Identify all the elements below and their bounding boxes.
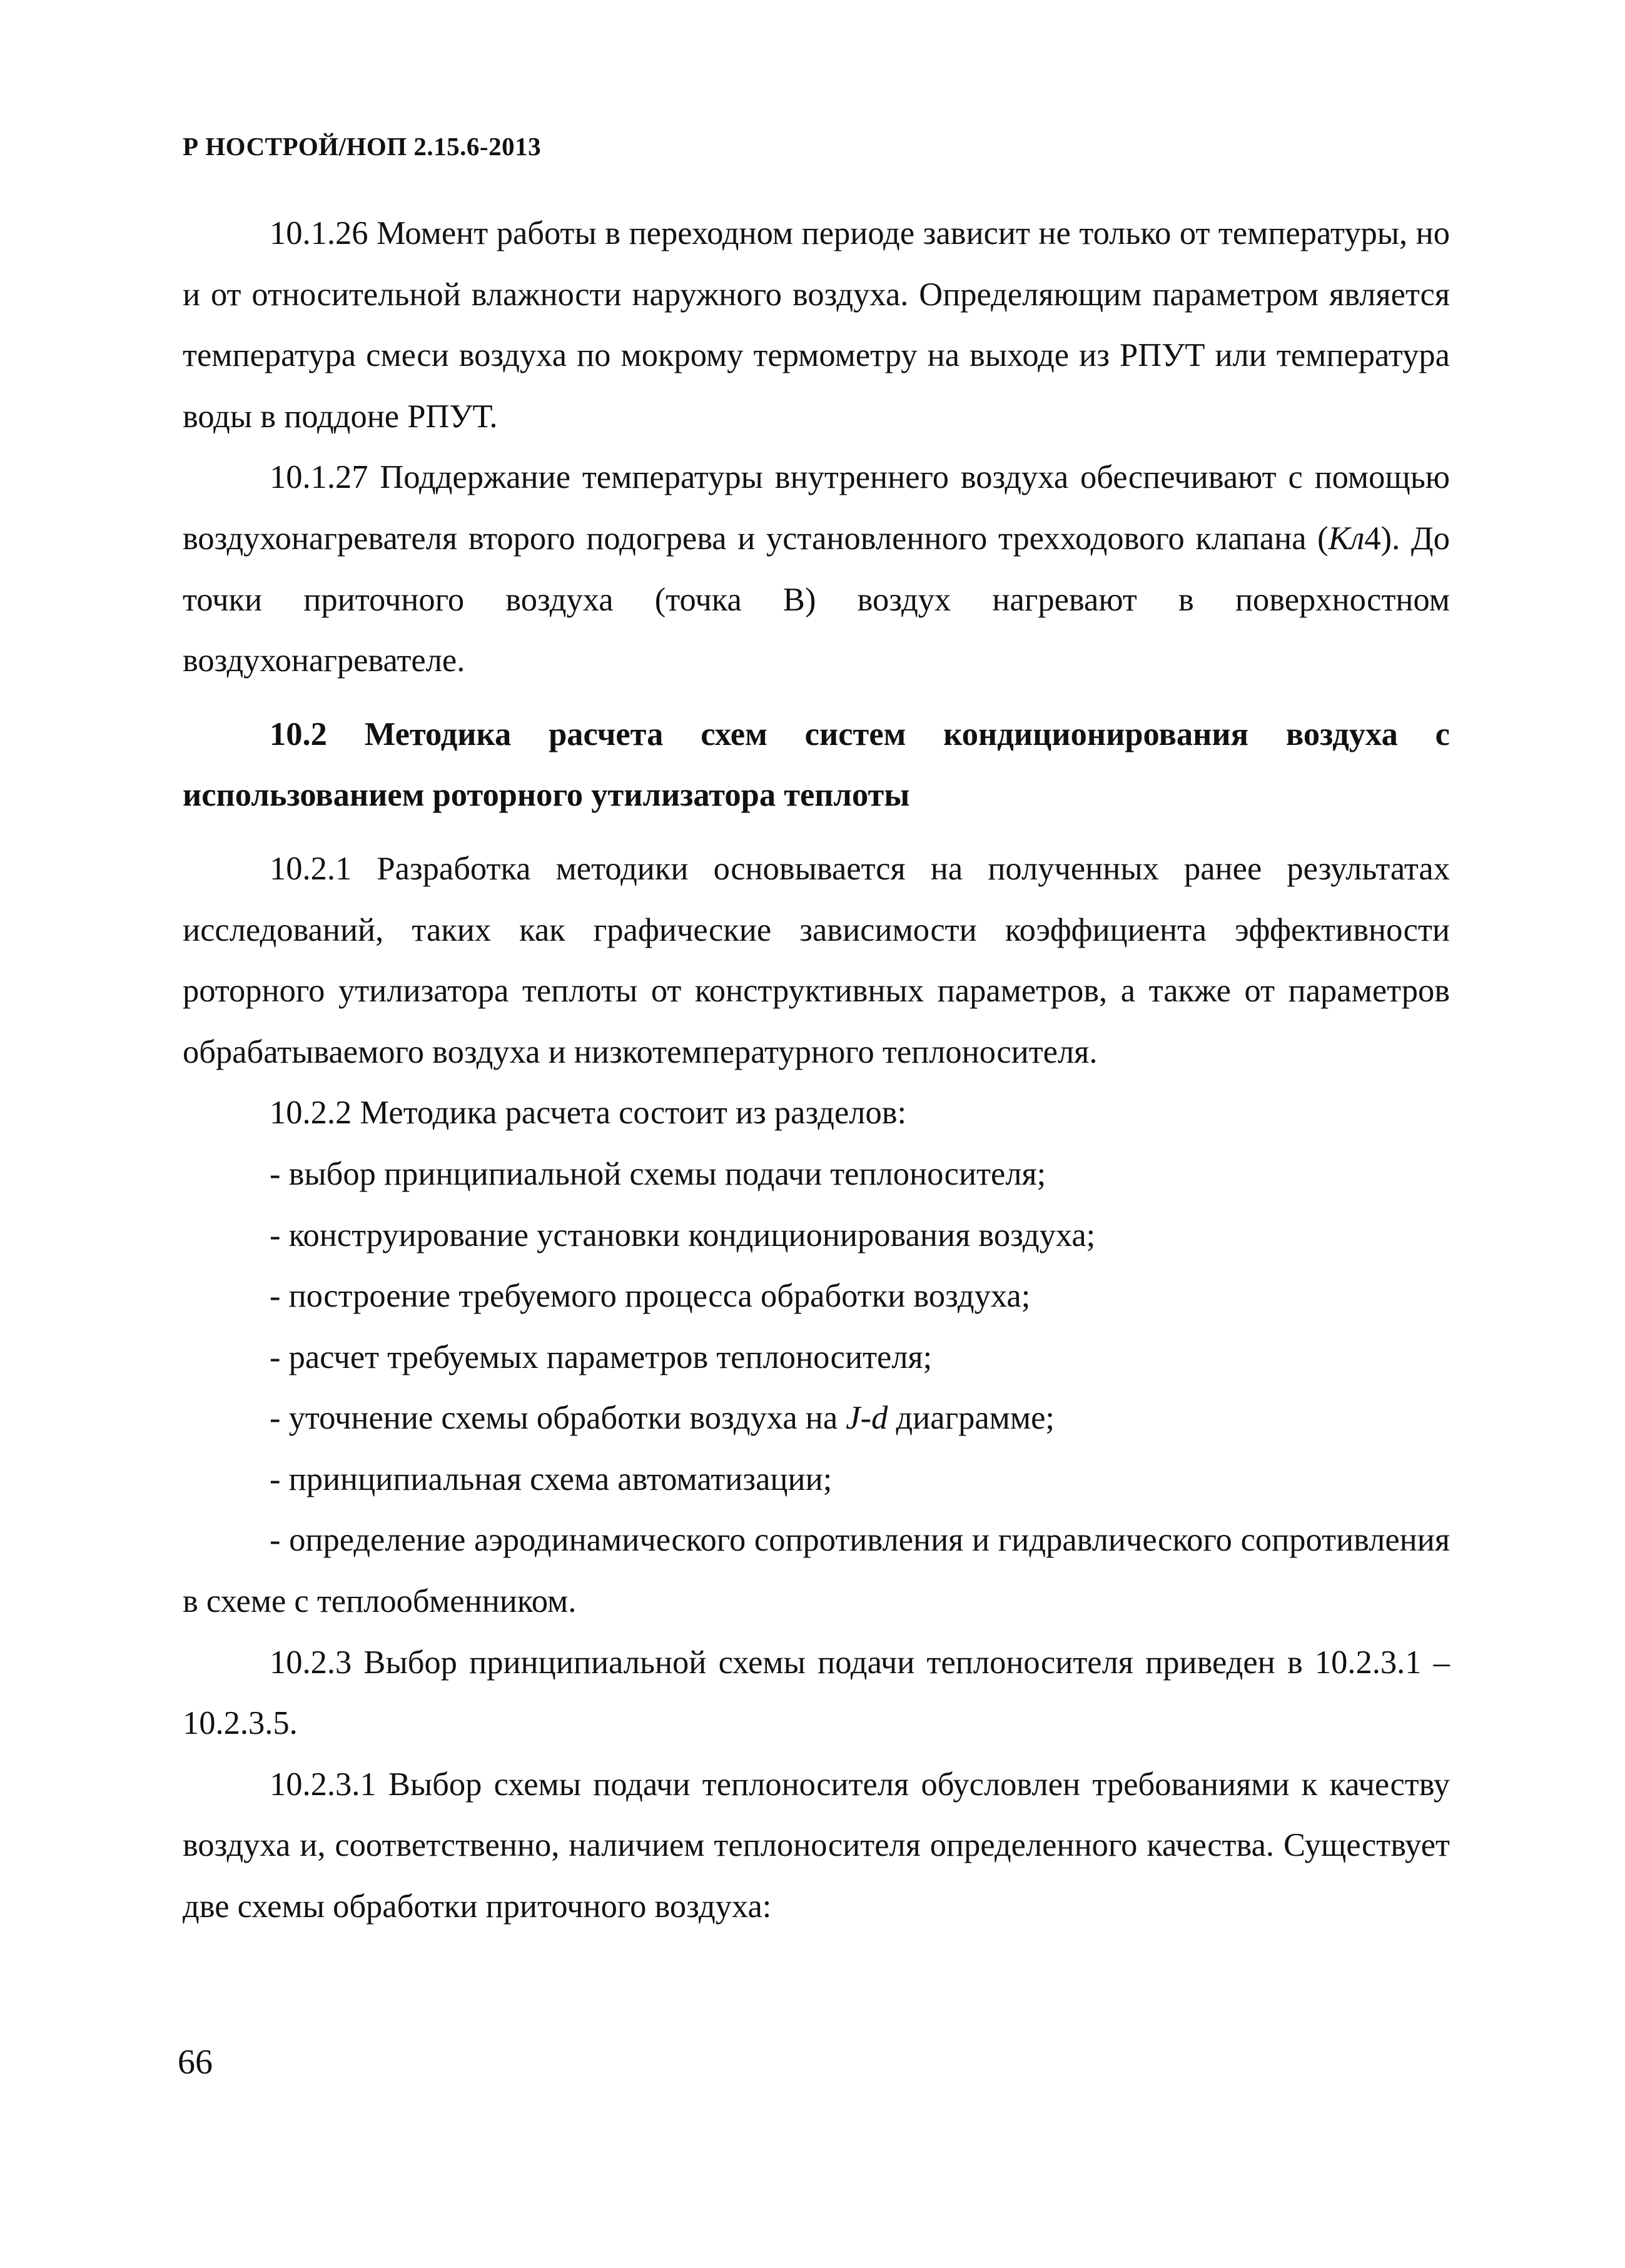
page-body (183, 203, 1450, 1938)
paragraph-10-2-3: 10.2.3 Выбор принципиальной схемы подачи теплоносителя приведен в 10.2.3.1 – 10.2.3.5. (183, 1644, 1450, 1742)
paragraph-text: 10.1.27 Поддержание температуры внутреннего воздуха обеспечивают с помощью воздухонагревателя второго подогрева и установленного трехходового клапана ( (183, 459, 1450, 557)
paragraph-10-2-3-1: 10.2.3.1 Выбор схемы подачи теплоносителя обусловлен требованиями к качеству воздуха и, соответственно, наличием теплоносителя определенного качества. Существует две схемы обработки приточного воздуха: (183, 1766, 1450, 1925)
list-item: - конструирование установки кондиционирования воздуха; (270, 1217, 1096, 1253)
page-number: 66 (178, 2043, 213, 2082)
list-item: - построение требуемого процесса обработки воздуха; (270, 1278, 1031, 1315)
list-item: - выбор принципиальной схемы подачи теплоносителя; (270, 1155, 1046, 1192)
section-heading-10-2: 10.2 Методика расчета схем систем кондиционирования воздуха с использованием роторного утилизатора теплоты (183, 716, 1450, 814)
list-item-text: - уточнение схемы обработки воздуха на (270, 1400, 846, 1437)
paragraph-text: 4). До точки приточного воздуха (точка В) воздух нагревают в поверхностном воздухонагревателе. (183, 520, 1450, 679)
paragraph-10-2-2: 10.2.2 Методика расчета состоит из разделов: (270, 1095, 907, 1131)
document-code-header: Р НОСТРОЙ/НОП 2.15.6-2013 (183, 132, 542, 161)
list-item: - принципиальная схема автоматизации; (270, 1461, 833, 1497)
paragraph-10-2-1: 10.2.1 Разработка методики основывается на полученных ранее результатах исследований, таких как графические зависимости коэффициента эффективности роторного утилизатора теплоты от конструктивных параметров, а также от параметров обрабатываемого воздуха и низкотемпературного теплоносителя. (183, 850, 1450, 1070)
list-item (183, 1388, 1450, 1449)
list-item-text: диаграмме; (888, 1400, 1055, 1437)
italic-symbol: J-d (846, 1400, 888, 1437)
italic-symbol: Кл (1328, 520, 1365, 557)
paragraph-10-1-27 (183, 447, 1450, 691)
list-item: - определение аэродинамического сопротивления и гидравлического сопротивления в схеме с теплообменником. (183, 1522, 1450, 1620)
list-item: - расчет требуемых параметров теплоносителя; (270, 1339, 933, 1375)
paragraph-10-1-26: 10.1.26 Момент работы в переходном периоде зависит не только от температуры, но и от относительной влажности наружного воздуха. Определяющим параметром является температура смеси воздуха по мокрому термометру на выходе из РПУТ или температура воды в поддоне РПУТ. (183, 215, 1450, 435)
